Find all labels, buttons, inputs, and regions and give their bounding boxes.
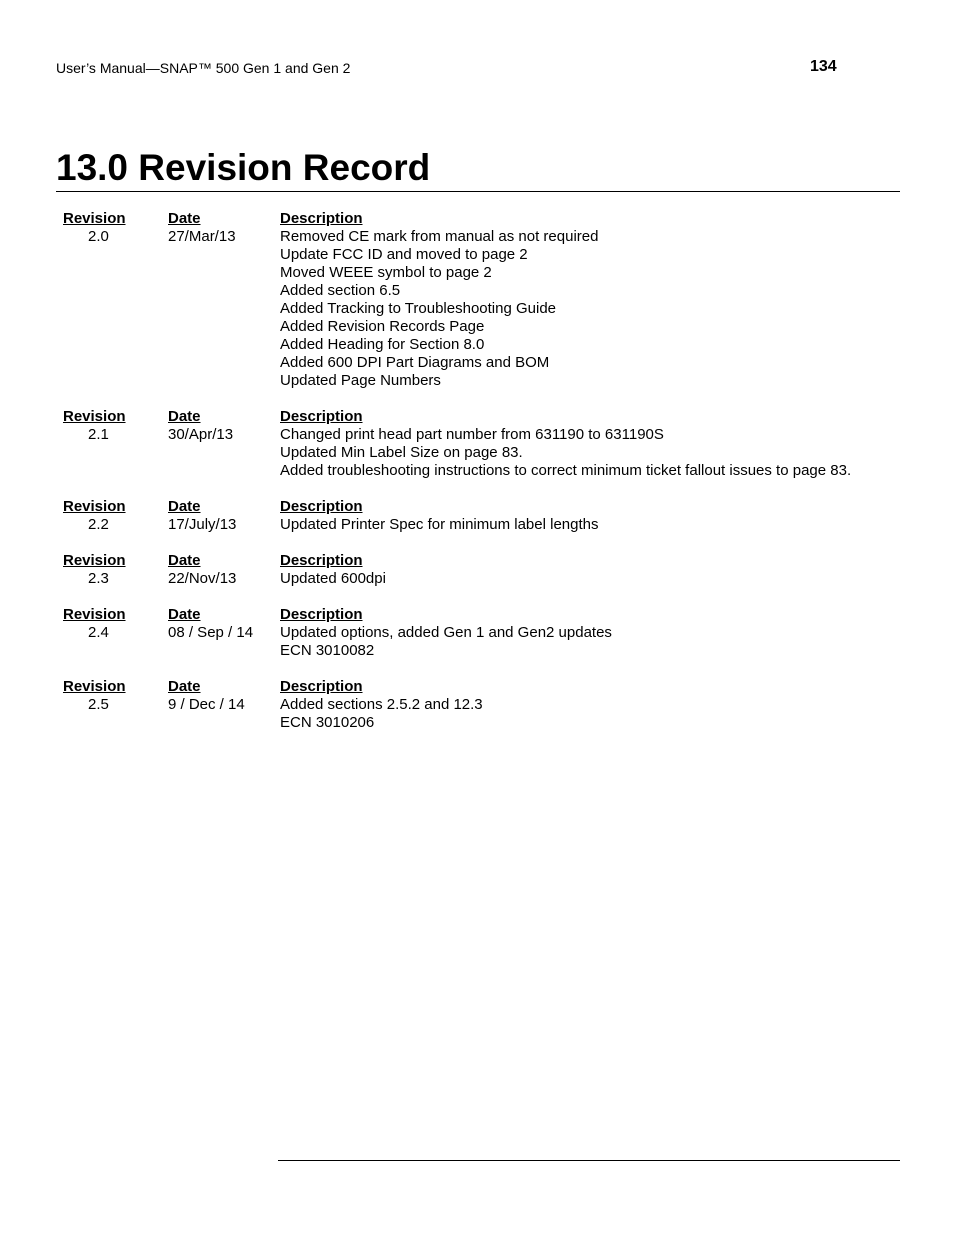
date-column-header: Date [168, 498, 201, 515]
revision-line [56, 264, 936, 282]
revision-column-header: Revision [63, 210, 126, 227]
revision-line [56, 444, 936, 462]
revision-record-list [56, 210, 936, 750]
revision-line [56, 570, 936, 588]
description-column-header: Description [280, 606, 363, 623]
revision-number: 2.5 [88, 696, 109, 713]
revision-entry [56, 210, 936, 390]
revision-entry [56, 498, 936, 534]
revision-description-item: Updated Printer Spec for minimum label lengths [280, 516, 599, 533]
running-header: User’s Manual—SNAP™ 500 Gen 1 and Gen 2 [56, 60, 351, 76]
revision-line [56, 516, 936, 534]
date-column-header: Date [168, 408, 201, 425]
description-column-header: Description [280, 552, 363, 569]
revision-header-row [56, 498, 936, 516]
revision-number: 2.4 [88, 624, 109, 641]
page-title: 13.0 Revision Record [56, 147, 431, 188]
description-column-header: Description [280, 678, 363, 695]
revision-line [56, 462, 936, 480]
revision-description-item: Updated 600dpi [280, 570, 386, 587]
revision-description-item: Moved WEEE symbol to page 2 [280, 264, 492, 281]
revision-description-item: Added sections 2.5.2 and 12.3 [280, 696, 483, 713]
revision-date: 27/Mar/13 [168, 228, 236, 245]
revision-header-row [56, 606, 936, 624]
revision-line [56, 300, 936, 318]
page-number: 134 [810, 58, 837, 75]
revision-line [56, 642, 936, 660]
revision-header-row [56, 210, 936, 228]
revision-header-row [56, 408, 936, 426]
date-column-header: Date [168, 678, 201, 695]
revision-description-item: Updated Page Numbers [280, 372, 441, 389]
date-column-header: Date [168, 210, 201, 227]
revision-date: 22/Nov/13 [168, 570, 237, 587]
revision-description-item: Added Heading for Section 8.0 [280, 336, 485, 353]
revision-description-item: Added Revision Records Page [280, 318, 485, 335]
revision-entry [56, 606, 936, 660]
revision-description-item: Updated options, added Gen 1 and Gen2 updates [280, 624, 612, 641]
description-column-header: Description [280, 498, 363, 515]
revision-line [56, 282, 936, 300]
revision-date: 30/Apr/13 [168, 426, 234, 443]
revision-line [56, 426, 936, 444]
revision-line [56, 246, 936, 264]
revision-line [56, 336, 936, 354]
footer-divider [278, 1160, 900, 1161]
title-divider [56, 191, 900, 192]
revision-description-item: Added section 6.5 [280, 282, 401, 299]
revision-number: 2.0 [88, 228, 109, 245]
revision-entry [56, 678, 936, 732]
revision-column-header: Revision [63, 606, 126, 623]
description-column-header: Description [280, 210, 363, 227]
revision-column-header: Revision [63, 678, 126, 695]
revision-line [56, 354, 936, 372]
revision-description-item: Added troubleshooting instructions to correct minimum ticket fallout issues to page 83. [280, 462, 852, 479]
revision-column-header: Revision [63, 408, 126, 425]
revision-line [56, 714, 936, 732]
description-column-header: Description [280, 408, 363, 425]
revision-description-item: Update FCC ID and moved to page 2 [280, 246, 528, 263]
revision-column-header: Revision [63, 552, 126, 569]
revision-header-row [56, 678, 936, 696]
date-column-header: Date [168, 606, 201, 623]
revision-number: 2.2 [88, 516, 109, 533]
revision-date: 17/July/13 [168, 516, 237, 533]
revision-date: 9 / Dec / 14 [168, 696, 245, 713]
revision-header-row [56, 552, 936, 570]
revision-number: 2.3 [88, 570, 109, 587]
revision-description-item: Changed print head part number from 631190 to 631190S [280, 426, 664, 443]
revision-date: 08 / Sep / 14 [168, 624, 254, 641]
revision-description-item: ECN 3010206 [280, 714, 375, 731]
revision-description-item: Updated Min Label Size on page 83. [280, 444, 523, 461]
revision-line [56, 372, 936, 390]
revision-description-item: Removed CE mark from manual as not required [280, 228, 599, 245]
revision-entry [56, 408, 936, 480]
revision-line [56, 318, 936, 336]
revision-description-item: Added Tracking to Troubleshooting Guide [280, 300, 557, 317]
revision-column-header: Revision [63, 498, 126, 515]
revision-entry [56, 552, 936, 588]
revision-description-item: Added 600 DPI Part Diagrams and BOM [280, 354, 550, 371]
revision-number: 2.1 [88, 426, 109, 443]
date-column-header: Date [168, 552, 201, 569]
revision-description-item: ECN 3010082 [280, 642, 375, 659]
revision-line [56, 624, 936, 642]
revision-line [56, 696, 936, 714]
revision-line [56, 228, 936, 246]
